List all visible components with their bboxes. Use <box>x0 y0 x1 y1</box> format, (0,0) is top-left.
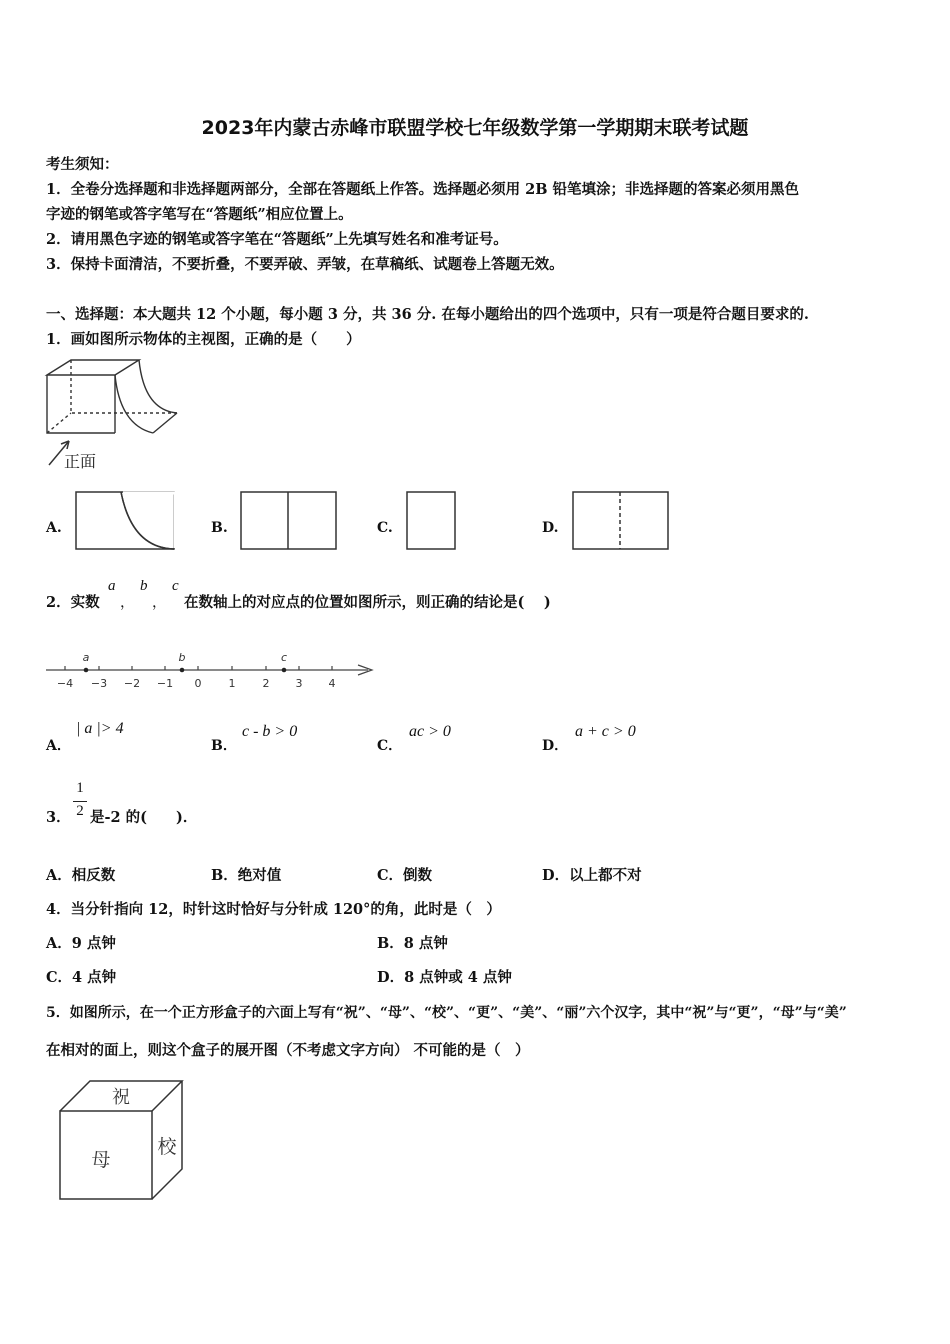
q1-option-c-label: C. <box>377 520 393 536</box>
cube-right-char: 校 <box>157 1136 177 1158</box>
q3-fraction-numerator: 1 <box>76 780 84 796</box>
q2-var-a: a <box>108 578 116 594</box>
front-label: 正面 <box>64 452 97 471</box>
q3-option-d: D．以上都不对 <box>542 867 642 884</box>
tick-label: 2 <box>262 677 270 690</box>
q2-sep-2: ， <box>152 595 167 611</box>
q4-option-d: D．8 点钟或 4 点钟 <box>377 969 512 986</box>
q3-fraction-denominator: 2 <box>76 803 84 819</box>
tick-label: 0 <box>194 677 202 690</box>
q1-object-figure <box>44 355 184 473</box>
q4-option-b: B．8 点钟 <box>377 935 448 952</box>
q1-option-a-figure <box>74 490 178 552</box>
q2-option-c-label: C． <box>377 738 403 754</box>
q4-option-c: C．4 点钟 <box>46 969 117 986</box>
q3-option-b: B．绝对值 <box>211 867 282 884</box>
q3-number: 3． <box>46 809 71 826</box>
notice-heading: 考生须知： <box>46 156 119 173</box>
tick-label: 1 <box>228 677 236 690</box>
point-label-c: c <box>280 651 288 664</box>
point-label-a: a <box>82 651 90 664</box>
point-a <box>84 668 89 673</box>
q2-option-a-label: A． <box>46 738 71 754</box>
q1-stem: 1．画如图所示物体的主视图，正确的是（ ） <box>46 331 361 348</box>
q5-stem-line-2: 在相对的面上，则这个盒子的展开图（不考虑文字方向） 不可能的是（ ） <box>46 1042 530 1059</box>
q2-prefix: 2．实数 <box>46 594 100 611</box>
q1-option-b-figure <box>239 490 339 552</box>
notice-item-1-line-2: 字迹的钢笔或答字笔写在“答题纸”相应位置上。 <box>46 206 353 223</box>
q1-option-d-label: D. <box>542 520 559 536</box>
notice-item-2: 2．请用黑色字迹的钢笔或答字笔在“答题纸”上先填写姓名和准考证号。 <box>46 231 508 248</box>
cube-front-char: 母 <box>91 1149 111 1171</box>
q4-option-a: A．9 点钟 <box>46 935 116 952</box>
page-title: 2023年内蒙古赤峰市联盟学校七年级数学第一学期期末联考试题 <box>201 117 749 139</box>
tick-label: −1 <box>156 677 174 690</box>
q1-option-c-figure <box>405 490 459 552</box>
q2-var-c: c <box>172 578 179 594</box>
q2-option-b-expr: c - b > 0 <box>242 723 298 740</box>
q2-var-b: b <box>140 578 148 594</box>
q3-fraction-bar <box>73 801 87 802</box>
q1-option-d-figure <box>571 490 671 552</box>
point-label-b: b <box>178 651 186 664</box>
q2-option-c-expr: ac > 0 <box>409 723 451 740</box>
q1-option-a-label: A. <box>46 520 62 536</box>
q2-number-line <box>40 648 380 693</box>
q3-stem: 是-2 的( )． <box>90 809 198 826</box>
q2-sep-1: ， <box>120 595 135 611</box>
tick-label: −4 <box>56 677 74 690</box>
q2-option-d-label: D． <box>542 738 569 754</box>
q4-stem: 4．当分针指向 12，时针这时恰好与分针成 120°的角，此时是（ ） <box>46 901 501 918</box>
cube-top-char: 祝 <box>112 1087 130 1108</box>
q1-option-b-label: B. <box>211 520 228 536</box>
section-heading: 一、选择题：本大题共 12 个小题，每小题 3 分，共 36 分. 在每小题给出的四个选项中，只有一项是符合题目要求的. <box>46 306 809 323</box>
q3-option-a: A．相反数 <box>46 867 116 884</box>
notice-item-3: 3．保持卡面清洁，不要折叠，不要弄破、弄皱，在草稿纸、试题卷上答题无效。 <box>46 256 564 273</box>
q2-suffix: 在数轴上的对应点的位置如图所示，则正确的结论是( ) <box>184 594 551 611</box>
tick-label: 3 <box>295 677 303 690</box>
q5-stem-line-1: 5．如图所示，在一个正方形盒子的六面上写有“祝”、“母”、“校”、“更”、“美”、“丽”六个汉字，其中“祝”与“更”，“母”与“美” <box>46 1005 847 1021</box>
notice-item-1-line-1: 1．全卷分选择题和非选择题两部分，全部在答题纸上作答。选择题必须用 2B 铅笔填涂；非选择题的答案必须用黑色 <box>46 181 800 198</box>
q2-option-d-expr: a + c > 0 <box>575 723 636 740</box>
q2-option-b-label: B． <box>211 738 237 754</box>
q2-option-a-expr: | a |> 4 <box>76 720 124 737</box>
tick-label: −2 <box>123 677 141 690</box>
tick-label: 4 <box>328 677 336 690</box>
q5-cube-figure <box>56 1075 188 1205</box>
tick-label: −3 <box>90 677 108 690</box>
point-b <box>180 668 185 673</box>
point-c <box>282 668 287 673</box>
q3-option-c: C．倒数 <box>377 867 433 884</box>
